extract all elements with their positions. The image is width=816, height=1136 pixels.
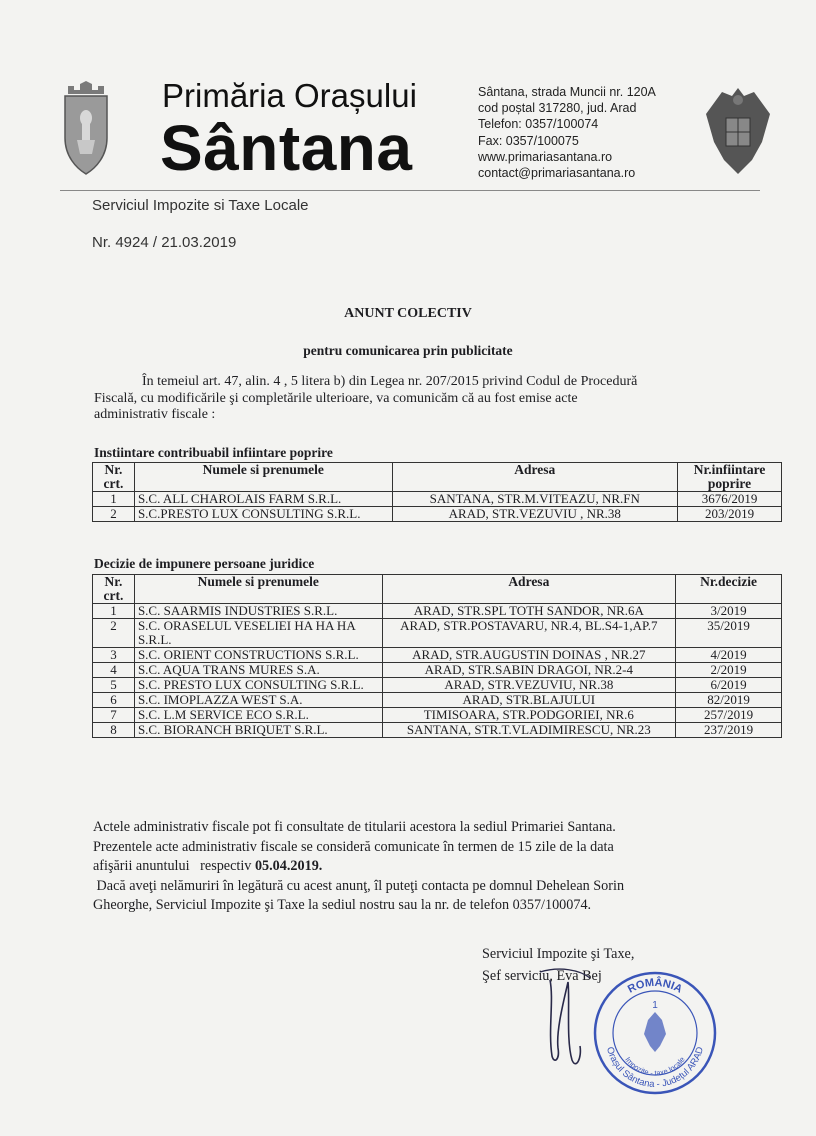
closing-line: Prezentele acte administrativ fiscale se consideră comunicate în termen de 15 zile de la data: [93, 838, 614, 855]
table-row: [93, 604, 782, 619]
stamp-inner-text: Impozite - taxe locale: [623, 1055, 687, 1078]
closing-paragraph: [93, 818, 773, 916]
contact-address: Sântana, strada Muncii nr. 120A: [478, 85, 656, 99]
cell-nr: 6: [93, 693, 135, 708]
contact-fax: Fax: 0357/100075: [478, 133, 579, 148]
table-row: [93, 619, 782, 648]
closing-line-prefix: afişării anuntului respectiv: [93, 858, 255, 874]
table-header-row: [93, 575, 782, 604]
cell-number: 4/2019: [676, 648, 782, 663]
department-name: Serviciul Impozite si Taxe Locale: [92, 197, 309, 214]
header-divider: [60, 190, 760, 191]
city-coat-of-arms-icon: [62, 80, 110, 176]
cell-nr: 2: [93, 507, 135, 522]
cell-name: S.C. ORIENT CONSTRUCTIONS S.R.L.: [134, 648, 382, 663]
cell-address: SANTANA, STR.T.VLADIMIRESCU, NR.23: [382, 723, 676, 738]
cell-address: ARAD, STR.BLAJULUI: [382, 693, 676, 708]
cell-number: 6/2019: [676, 678, 782, 693]
cell-number: 237/2019: [676, 723, 782, 738]
cell-number: 203/2019: [678, 507, 782, 522]
official-stamp: [590, 968, 720, 1098]
closing-line: Actele administrativ fiscale pot fi consultate de titularii acestora la sediul Primariei Santana.: [93, 819, 616, 835]
cell-nr: 3: [93, 648, 135, 663]
cell-name: S.C. BIORANCH BRIQUET S.R.L.: [134, 723, 382, 738]
contact-block: [478, 84, 656, 181]
cell-name: S.C. ALL CHAROLAIS FARM S.R.L.: [134, 492, 392, 507]
cell-number: 257/2019: [676, 708, 782, 723]
cell-number: 35/2019: [676, 619, 782, 648]
cell-number: 2/2019: [676, 663, 782, 678]
romania-coat-of-arms-icon: [704, 84, 772, 178]
signatory-department: Serviciul Impozite şi Taxe,: [482, 946, 635, 962]
closing-line: [93, 857, 773, 877]
intro-paragraph: [94, 374, 754, 424]
table-row: [93, 663, 782, 678]
column-header: Nr. crt.: [93, 575, 135, 604]
cell-number: 3676/2019: [678, 492, 782, 507]
cell-nr: 5: [93, 678, 135, 693]
garnishment-table: [92, 462, 782, 522]
cell-nr: 8: [93, 723, 135, 738]
column-header: Numele si prenumele: [134, 575, 382, 604]
cell-name: S.C. L.M SERVICE ECO S.R.L.: [134, 708, 382, 723]
cell-name: S.C. SAARMIS INDUSTRIES S.R.L.: [134, 604, 382, 619]
intro-line: În temeiul art. 47, alin. 4 , 5 litera b) din Legea nr. 207/2015 privind Codul de Procedură: [142, 374, 638, 389]
registration-number: Nr. 4924 / 21.03.2019: [92, 234, 237, 251]
column-header: Numele si prenumele: [134, 463, 392, 492]
intro-line: administrativ fiscale :: [94, 407, 216, 422]
cell-nr: 4: [93, 663, 135, 678]
table-row: [93, 693, 782, 708]
cell-address: ARAD, STR.VEZUVIU, NR.38: [382, 678, 676, 693]
cell-address: ARAD, STR.AUGUSTIN DOINAS , NR.27: [382, 648, 676, 663]
header-title-top: Primăria Orașului: [162, 77, 417, 114]
cell-nr: 1: [93, 604, 135, 619]
contact-phone: Telefon: 0357/100074: [478, 117, 599, 132]
contact-email: contact@primariasantana.ro: [478, 166, 636, 181]
contact-website: www.primariasantana.ro: [478, 149, 613, 164]
table-row: [93, 708, 782, 723]
closing-line: Gheorghe, Serviciul Impozite şi Taxe la sediul nostru sau la nr. de telefon 0357/100074.: [93, 897, 592, 913]
cell-name: S.C. AQUA TRANS MURES S.A.: [134, 663, 382, 678]
table-row: [93, 648, 782, 663]
cell-name: S.C. IMOPLAZZA WEST S.A.: [134, 693, 382, 708]
cell-nr: 2: [93, 619, 135, 648]
cell-name: S.C. PRESTO LUX CONSULTING S.R.L.: [134, 678, 382, 693]
cell-name: S.C. ORASELUL VESELIEI HA HA HA S.R.L.: [134, 619, 382, 648]
table-header-row: [93, 463, 782, 492]
table-row: [93, 723, 782, 738]
cell-name: S.C.PRESTO LUX CONSULTING S.R.L.: [134, 507, 392, 522]
column-header: Nr. crt.: [93, 463, 135, 492]
stamp-number: 1: [652, 1000, 658, 1011]
cell-number: 3/2019: [676, 604, 782, 619]
contact-postal: cod poștal 317280, jud. Arad: [478, 101, 637, 116]
table1-heading: Instiintare contribuabil infiintare poprire: [94, 445, 333, 460]
cell-address: ARAD, STR.SABIN DRAGOI, NR.2-4: [382, 663, 676, 678]
cell-address: TIMISOARA, STR.PODGORIEI, NR.6: [382, 708, 676, 723]
stamp-top-text: ROMÂNIA: [625, 976, 685, 996]
cell-address: ARAD, STR.SPL TOTH SANDOR, NR.6A: [382, 604, 676, 619]
cell-address: SANTANA, STR.M.VITEAZU, NR.FN: [392, 492, 678, 507]
stamp-bottom-text: Orașul Sântana - Județul ARAD: [603, 1045, 707, 1091]
table-row: [93, 678, 782, 693]
column-header: Nr.infiintare poprire: [678, 463, 782, 492]
table-row: [93, 507, 782, 522]
deadline-date: 05.04.2019.: [254, 858, 323, 874]
table-row: [93, 492, 782, 507]
column-header: Adresa: [392, 463, 678, 492]
signatory-name: Şef serviciu, Eva Bej: [482, 968, 602, 984]
tax-decision-table: [92, 574, 782, 738]
cell-address: ARAD, STR.POSTAVARU, NR.4, BL.S4-1,AP.7: [382, 619, 676, 648]
cell-nr: 1: [93, 492, 135, 507]
closing-line: Dacă aveţi nelămuriri în legătură cu acest anunţ, îl puteţi contacta pe domnul Dehelean Sorin: [93, 877, 625, 894]
announcement-subtitle: pentru comunicarea prin publicitate: [303, 343, 513, 358]
stamp-emblem-icon: [644, 1012, 666, 1052]
announcement-title: ANUNT COLECTIV: [344, 306, 472, 321]
column-header: Nr.decizie: [676, 575, 782, 604]
cell-address: ARAD, STR.VEZUVIU , NR.38: [392, 507, 678, 522]
intro-line: Fiscală, cu modificările şi completările ulterioare, va comunicăm că au fost emise acte: [94, 390, 578, 406]
column-header: Adresa: [382, 575, 676, 604]
table2-heading: Decizie de impunere persoane juridice: [94, 556, 315, 571]
cell-nr: 7: [93, 708, 135, 723]
cell-number: 82/2019: [676, 693, 782, 708]
header-title-city: Sântana: [160, 112, 413, 184]
